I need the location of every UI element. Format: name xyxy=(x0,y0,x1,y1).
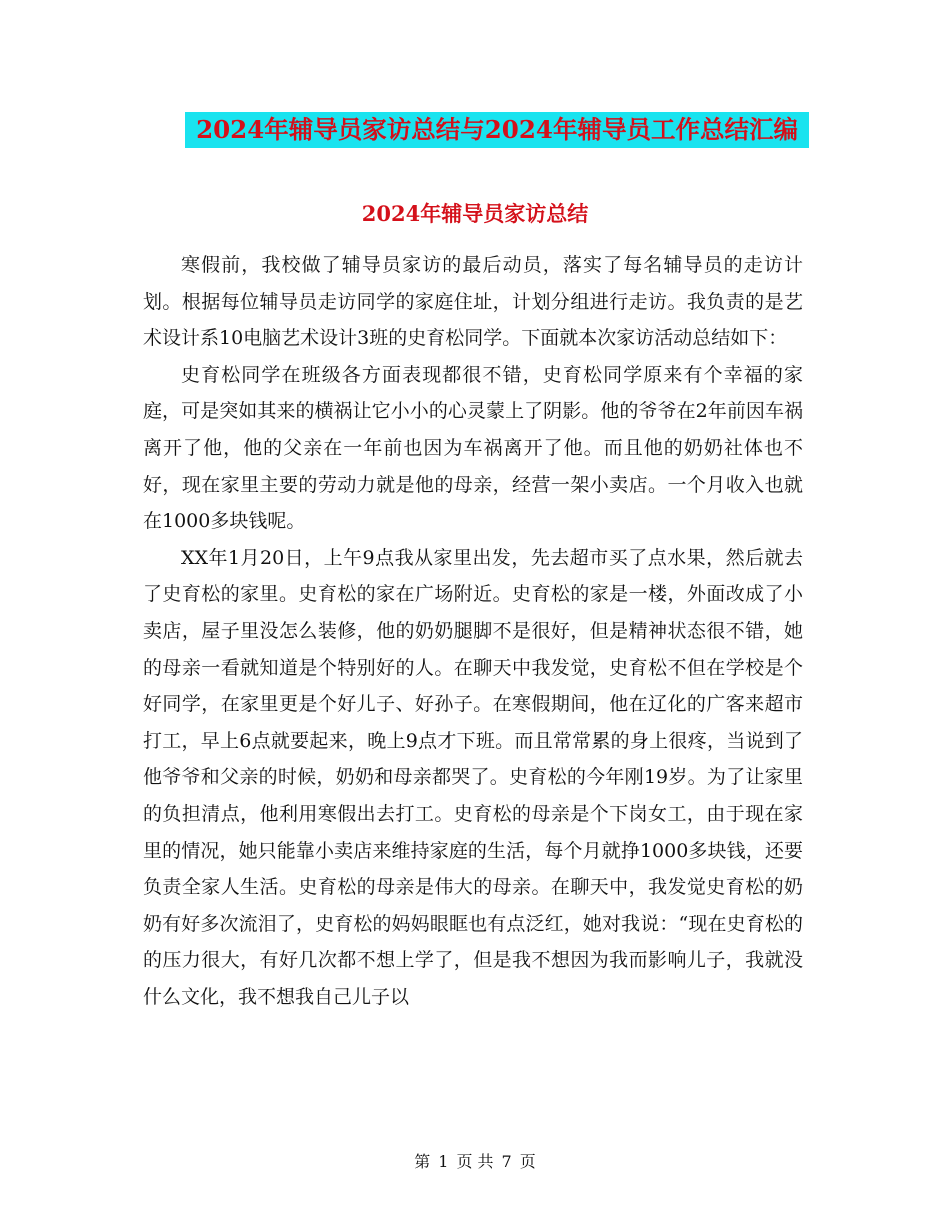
section-title: 2024年辅导员家访总结 xyxy=(361,201,589,226)
paragraph: XX年1月20日，上午9点我从家里出发，先去超市买了点水果，然后就去了史育松的家里。史育松的家在广场附近。史育松的家是一楼，外面改成了小卖店，屋子里没怎么装修，他的奶奶腿脚不是很好，但是精神状态很不错，她的母亲一看就知道是个特别好的人。在聊天中我发觉，史育松不但在学校是个好同学，在家里更是个好儿子、好孙子。在寒假期间，他在辽化的广客来超市打工，早上6点就要起来，晚上9点才下班。而且常常累的身上很疼，当说到了他爷爷和父亲的时候，奶奶和母亲都哭了。史育松的今年刚19岁。为了让家里的负担清点，他利用寒假出去打工。史育松的母亲是个下岗女工，由于现在家里的情况，她只能靠小卖店来维持家庭的生活，每个月就挣1000多块钱，还要负责全家人生活。史育松的母亲是伟大的母亲。在聊天中，我发觉史育松的奶奶有好多次流泪了，史育松的妈妈眼眶也有点泛红，她对我说：“现在史育松的的压力很大，有好几次都不想上学了，但是我不想因为我而影响儿子，我就没什么文化，我不想我自己儿子以 xyxy=(143,546,803,1008)
document-title: 2024年辅导员家访总结与2024年辅导员工作总结汇编 xyxy=(185,112,809,148)
page-number: 1 xyxy=(438,1152,449,1171)
footer-middle: 页 共 xyxy=(456,1152,494,1171)
page-total: 7 xyxy=(501,1152,512,1171)
page-footer xyxy=(0,1150,950,1174)
footer-suffix: 页 xyxy=(519,1152,536,1171)
paragraph: 史育松同学在班级各方面表现都很不错，史育松同学原来有个幸福的家庭，可是突如其来的横祸让它小小的心灵蒙上了阴影。他的爷爷在2年前因车祸离开了他，他的父亲在一年前也因为车祸离开了他。而且他的奶奶社体也不好，现在家里主要的劳动力就是他的母亲，经营一架小卖店。一个月收入也就在1000多块钱呢。 xyxy=(143,363,803,533)
document-body xyxy=(143,247,803,1015)
footer-prefix: 第 xyxy=(414,1152,431,1171)
paragraph: 寒假前，我校做了辅导员家访的最后动员，落实了每名辅导员的走访计划。根据每位辅导员走访同学的家庭住址，计划分组进行走访。我负责的是艺术设计系10电脑艺术设计3班的史育松同学。下面就本次家访活动总结如下： xyxy=(143,254,803,350)
